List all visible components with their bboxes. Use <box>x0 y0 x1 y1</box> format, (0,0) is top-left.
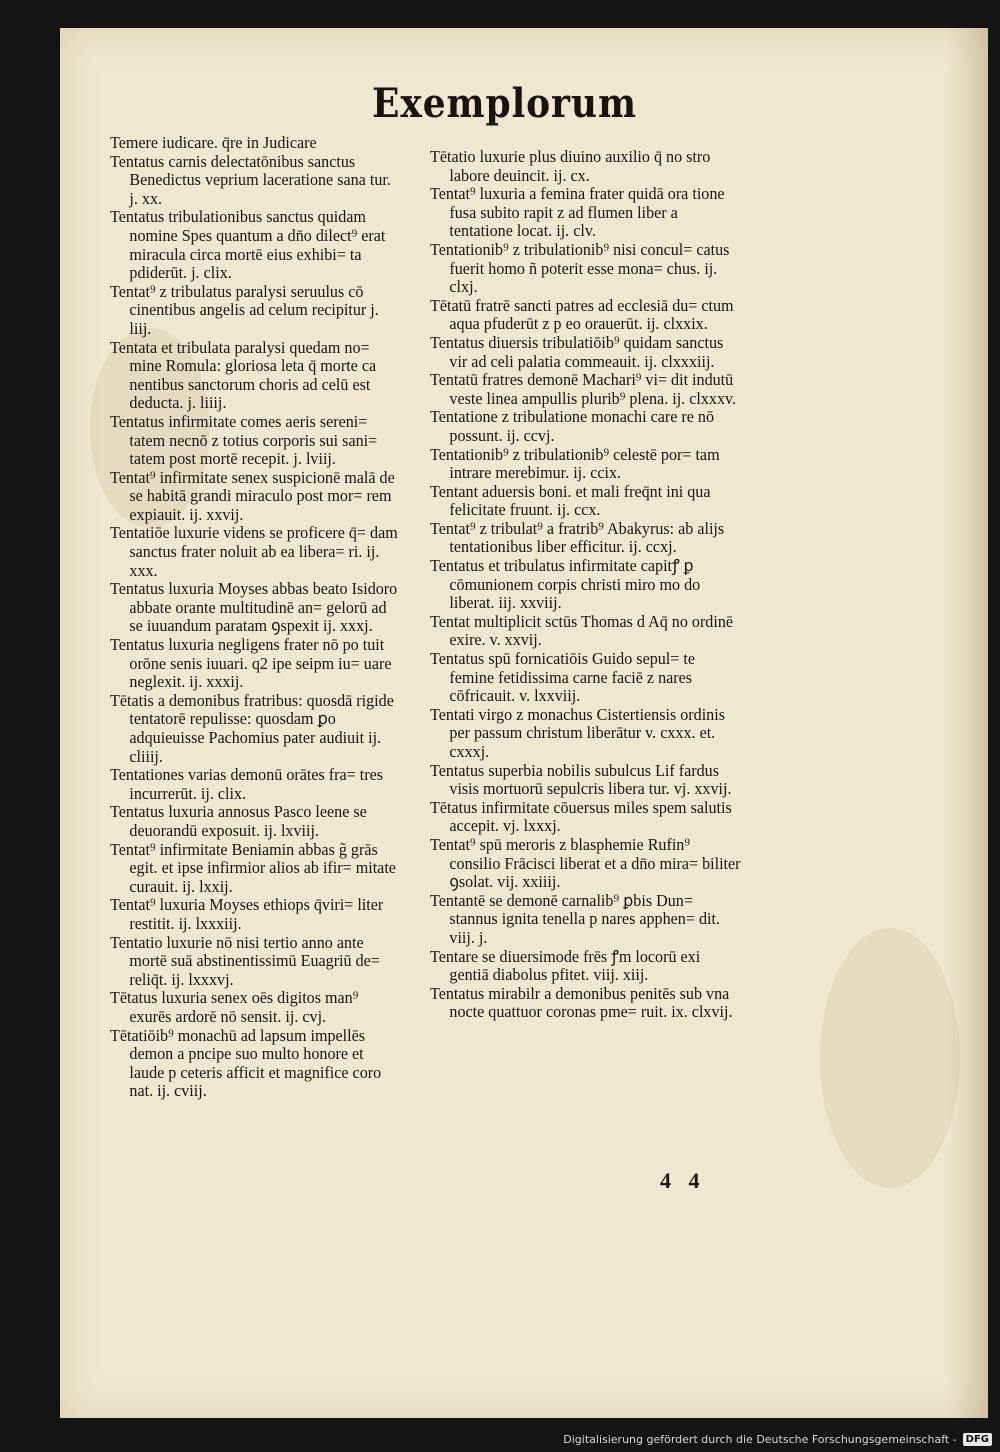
index-entry: Tētatus infirmitate cōuersus miles spem salutis accepit. vj. lxxxj. <box>430 797 732 836</box>
index-entry: Tentat⁹ z tribulatus paralysi seruulus cō cinentibus angelis ad celum recipitur j. liij. <box>110 281 379 338</box>
paper-stain <box>820 928 960 1188</box>
index-entry: Temere iudicare. q̄re in Judicare <box>110 133 317 152</box>
left-column <box>110 134 410 1101</box>
index-entry: Tentata et tribulata paralysi quedam no= mine Romula: gloriosa leta q̄ morte ca nentibus sanctorum choris ad celū est deducta. j. liiij. <box>110 337 377 413</box>
index-entry: Tentatū fratres demonē Machari⁹ vi= dit indutū veste linea ampullis plurib⁹ plena. ij. clxxxv. <box>430 370 737 408</box>
index-entry: Tentat⁹ infirmitate senex suspicionē malā de se habitā grandi miraculo post mor= rem expiauit. ij. xxvij. <box>110 467 395 524</box>
index-entry: Tentationib⁹ z tribulationib⁹ nisi concul= catus fuerit homo ñ poterit esse mona= chus. ij. clxj. <box>430 239 730 297</box>
index-entry: Tentantē se demonē carnalib⁹ ꝑbis Dun= stannus ignita tenella p nares apphen= dit. viij. j. <box>430 890 720 947</box>
index-entry: Tentatus carnis delectatōnibus sanctus Benedictus veprium laceratione sana tur. j. xx. <box>110 151 391 208</box>
index-entry: Tentationib⁹ z tribulationib⁹ celestē por= tam intrare merebimur. ij. ccix. <box>430 444 720 483</box>
index-entry: Tentare se diuersimode frēs ꝭm locorū exi gentiā diabolus pfitet. viij. xiij. <box>430 946 701 985</box>
index-entry: Tentant aduersis boni. et mali freq̄nt ini qua felicitate fruunt. ij. ccx. <box>430 481 711 520</box>
book-page <box>60 28 988 1418</box>
index-entry: Tentatio luxurie nō nisi tertio anno ante mortē suā abstinentissimū Euagriū de= reliq̄t. ij. lxxxvj. <box>110 932 380 989</box>
index-entry: Tentatione z tribulatione monachi care re nō possunt. ij. ccvj. <box>430 407 715 445</box>
dfg-logo: DFG <box>963 1433 992 1446</box>
index-entry: Tētatus luxuria senex oēs digitos man⁹ exurēs ardorē nō sensit. ij. cvj. <box>110 988 359 1026</box>
index-entry: Tentat⁹ luxuria a femina frater quidā ora tione fusa subito rapit z ad flumen liber a tentatione locat. ij. clv. <box>430 184 725 241</box>
index-entry: Tentatus et tribulatus infirmitate capitꝭ ꝑ cōmunionem corpis christi miro mo do liberat. iij. xxviij. <box>430 556 701 613</box>
page-signature: 4 4 <box>660 1168 706 1193</box>
index-entry: Tentatus tribulationibus sanctus quidam nomine Spes quantum a dn̄o dilect⁹ erat miracula circa mortē eius exhibi= ta pdiderūt. j. clix. <box>110 207 386 283</box>
index-entry: Tētatis a demonibus fratribus: quosdā rigide tentatorē repulisse: quosdam ꝑo adquieuisse Pachomius pater audiuit ij. cliiij. <box>110 690 394 766</box>
index-entry: Tētatiōib⁹ monachū ad lapsum impellēs demon a pncipe suo multo honore et laude p ceteris afficit et magnifice coro nat. ij. cviij. <box>110 1025 382 1101</box>
index-entry: Tētatio luxurie plus diuino auxilio q̄ no stro labore deuincit. ij. cx. <box>430 147 711 185</box>
digitization-footer <box>563 1433 992 1446</box>
index-entry: Tētatū fratrē sancti patres ad ecclesiā du= ctum aqua pfuderūt z p eo orauerūt. ij. clxxix. <box>430 295 734 334</box>
index-entry: Tentatiōe luxurie videns se proficere q̄= dam sanctus frater noluit ab ea libera= ri. ij. xxx. <box>110 523 398 580</box>
index-entry: Tentati virgo z monachus Cistertiensis ordinis per passum christum liberātur v. cxxx. et. cxxxj. <box>430 704 725 761</box>
index-entry: Tentatus luxuria annosus Pasco leene se deuorandū exposuit. ij. lxviij. <box>110 802 367 840</box>
index-entry: Tentat⁹ spū meroris z blasphemie Rufin⁹ consilio Frācisci liberat et a dn̄o mira= biliter ꝯsolat. vij. xxiiij. <box>430 834 741 892</box>
index-entry: Tentat⁹ z tribulat⁹ a fratrib⁹ Abakyrus: ab alijs tentationibus liber efficitur. ij. ccxj. <box>430 518 725 557</box>
index-entry: Tentationes varias demonū orātes fra= tres incurrerūt. ij. clix. <box>110 765 383 803</box>
index-entry: Tentatus diuersis tribulatiōib⁹ quidam sanctus vir ad celi palatia commeauit. ij. clxxxiij. <box>430 332 724 371</box>
index-entry: Tentat⁹ infirmitate Beniamin abbas g̃ grās egit. et ipse infirmior alios ab ifir= mitate curauit. ij. lxxij. <box>110 839 396 896</box>
footer-text: Digitalisierung gefördert durch die Deutsche Forschungsgemeinschaft - <box>563 1433 957 1446</box>
right-column <box>430 148 752 1022</box>
index-entry: Tentat multiplicit sctūs Thomas d Aq̄ no ordinē exire. v. xxvij. <box>430 611 734 650</box>
index-entry: Tentatus luxuria negligens frater nō po tuit orōne senis iuuari. q2 ipe seipm iu= uare neglexit. ij. xxxij. <box>110 635 392 692</box>
index-entry: Tentatus superbia nobilis subulcus Lif fardus visis mortuorū sepulcris libera tur. vj. xxvij. <box>430 760 732 799</box>
index-entry: Tentatus mirabilr a demonibus penitēs sub vna nocte quattuor coronas pme= ruit. ix. clxvij. <box>430 983 733 1022</box>
index-entry: Tentatus luxuria Moyses abbas beato Isidoro abbate orante multitudinē an= gelorū ad se iuuandum paratam ꝯspexit ij. xxxj. <box>110 579 398 636</box>
index-entry: Tentatus spū fornicatiōis Guido sepul= te femine fetidissima carne faciē z nares cōfricauit. v. lxxviij. <box>430 649 696 706</box>
index-entry: Tentatus infirmitate comes aeris sereni= tatem necnō z totius corporis sui sani= tatem post mortē recepit. j. lviij. <box>110 411 378 469</box>
index-entry: Tentat⁹ luxuria Moyses ethiops q̄viri= liter restitit. ij. lxxxiij. <box>110 895 384 933</box>
running-head: Exemplorum <box>372 80 637 127</box>
